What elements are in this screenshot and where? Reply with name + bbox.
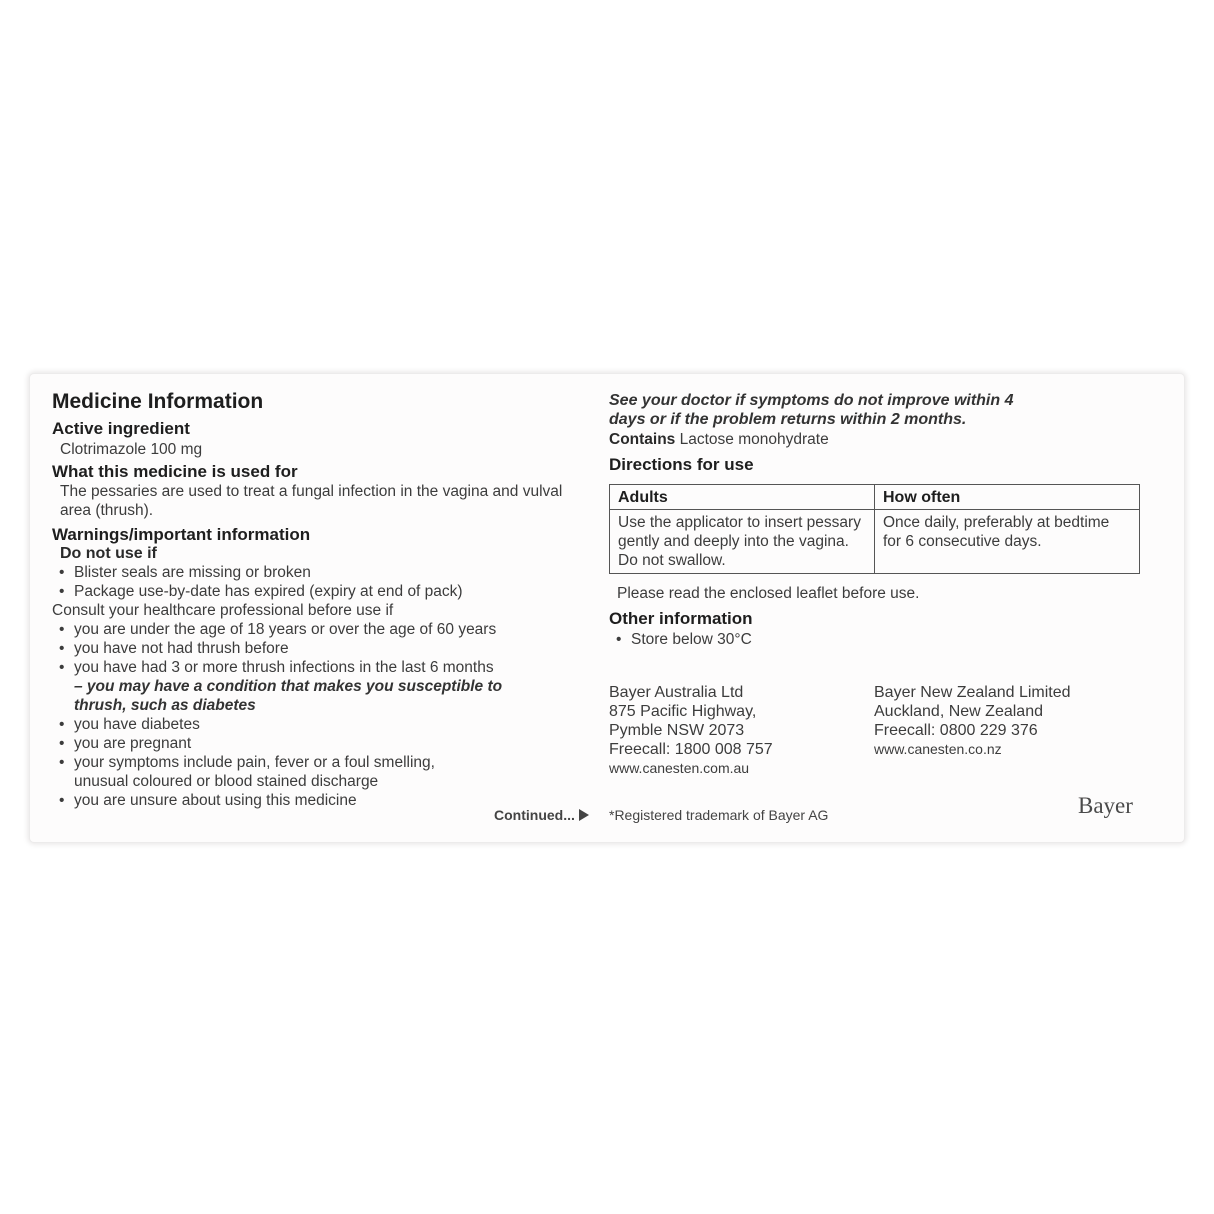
street-address: 875 Pacific Highway,	[609, 703, 757, 720]
directions-heading: Directions for use	[609, 455, 754, 474]
doctor-note: See your doctor if symptoms do not improve within 4 days or if the problem returns within 2 months.	[609, 392, 1014, 428]
list-item: • Package use-by-date has expired (expiry at end of pack)	[52, 582, 463, 601]
city-address: Auckland, New Zealand	[874, 703, 1043, 720]
column-header-how-often: How often	[875, 485, 1140, 510]
column-header-adults: Adults	[610, 485, 875, 510]
continued-label: Continued...	[494, 807, 575, 823]
consult-list	[52, 620, 552, 810]
do-not-use-heading: Do not use if	[60, 545, 157, 562]
other-information-heading: Other information	[609, 609, 753, 628]
use-heading: What this medicine is used for	[52, 462, 298, 481]
list-item: • your symptoms include pain, fever or a foul smelling, unusual coloured or blood stained discharge	[52, 753, 444, 791]
contains-label: Contains	[609, 431, 676, 448]
use-text: The pessaries are used to treat a fungal infection in the vagina and vulval area (thrush).	[60, 483, 563, 519]
trademark-note: *Registered trademark of Bayer AG	[609, 807, 829, 823]
directions-table	[609, 484, 1140, 574]
active-ingredient-heading: Active ingredient	[52, 419, 190, 438]
list-item: • you have diabetes	[52, 715, 552, 734]
list-item: • you are under the age of 18 years or over the age of 60 years	[52, 620, 552, 639]
other-information-list	[609, 630, 752, 649]
website-link[interactable]: www.canesten.co.nz	[874, 741, 1002, 757]
list-item: • Store below 30°C	[609, 630, 752, 649]
active-ingredient-value: Clotrimazole 100 mg	[60, 441, 203, 458]
website-link[interactable]: www.canesten.com.au	[609, 760, 750, 776]
list-item	[52, 658, 552, 715]
phone-number: Freecall: 1800 008 757	[609, 741, 773, 758]
address-new-zealand	[874, 683, 1071, 759]
address-australia	[609, 683, 773, 778]
list-item: • you have not had thrush before	[52, 639, 552, 658]
list-item-text: you have had 3 or more thrush infections in the last 6 months	[74, 659, 494, 676]
leaflet-note: Please read the enclosed leaflet before use.	[617, 585, 920, 602]
table-cell: Use the applicator to insert pessary gently and deeply into the vagina. Do not swallow.	[610, 510, 875, 574]
company-name: Bayer Australia Ltd	[609, 684, 744, 701]
table-cell: Once daily, preferably at bedtime for 6 consecutive days.	[875, 510, 1140, 574]
phone-number: Freecall: 0800 229 376	[874, 722, 1038, 739]
list-item: • Blister seals are missing or broken	[52, 563, 463, 582]
contains-line	[609, 430, 829, 449]
warnings-heading: Warnings/important information	[52, 525, 311, 544]
medicine-information-panel	[30, 374, 1184, 842]
bayer-logo: Bayer	[1078, 793, 1133, 818]
list-item: • you are pregnant	[52, 734, 552, 753]
play-arrow-icon	[579, 809, 589, 821]
contains-value: Lactose monohydrate	[679, 431, 829, 448]
consult-text: Consult your healthcare professional before use if	[52, 602, 394, 619]
continued-link[interactable]	[494, 807, 589, 823]
thrush-note: – you may have a condition that makes you susceptible to thrush, such as diabetes	[74, 678, 503, 714]
do-not-use-list	[52, 563, 463, 601]
company-name: Bayer New Zealand Limited	[874, 684, 1071, 701]
page-title: Medicine Information	[52, 390, 264, 413]
table-row	[610, 510, 1140, 574]
table-header-row	[610, 485, 1140, 510]
list-item: • you are unsure about using this medicine	[52, 791, 552, 810]
city-address: Pymble NSW 2073	[609, 722, 745, 739]
